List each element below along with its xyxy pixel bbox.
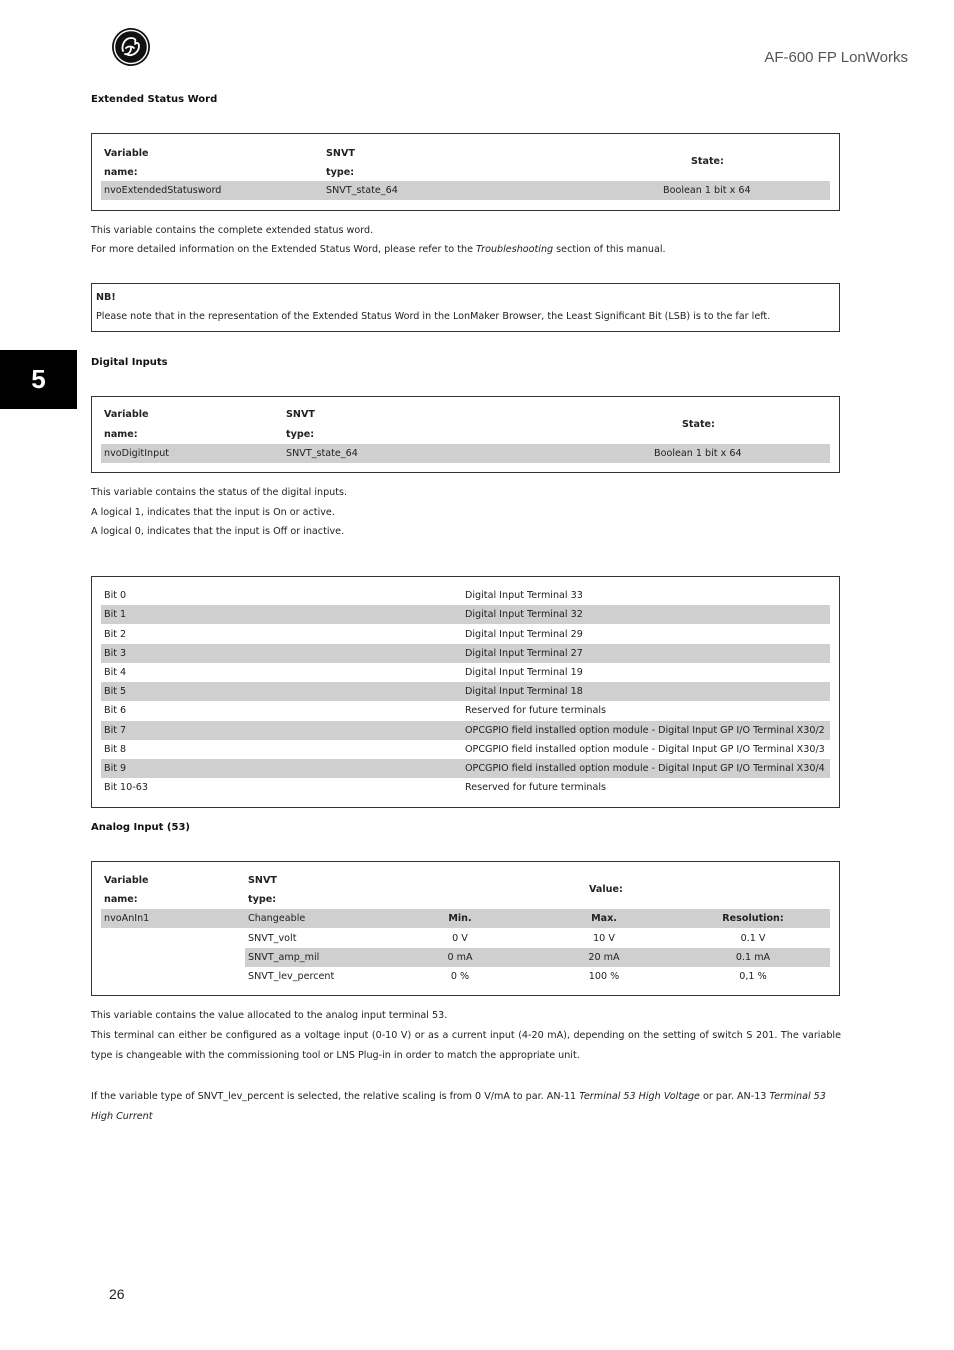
variable-name: nvoAnIn1 (104, 913, 150, 924)
bit-label: Bit 2 (104, 629, 127, 640)
table-row (101, 740, 830, 759)
col-resolution: Resolution: (722, 913, 784, 924)
col-snvt: SNVT (326, 148, 355, 159)
bit-description: OPCGPIO field installed option module - Digital Input GP I/O Terminal X30/4 (465, 763, 825, 774)
min-value: 0 % (450, 971, 470, 982)
col-state: State: (691, 156, 724, 167)
snvt-type: SNVT_state_64 (286, 448, 358, 459)
paragraph: A logical 0, indicates that the input is Off or inactive. (91, 526, 345, 537)
col-max: Max. (591, 913, 617, 924)
snvt-type: SNVT_volt (248, 933, 297, 944)
table-row (101, 778, 830, 797)
col-name: name: (104, 429, 138, 440)
note-title: NB! (96, 292, 116, 303)
bit-label: Bit 0 (104, 590, 127, 601)
paragraph: This variable contains the complete extended status word. (91, 225, 374, 236)
snvt-type: SNVT_lev_percent (248, 971, 335, 982)
bit-label: Bit 9 (104, 763, 127, 774)
col-snvt: SNVT (248, 875, 277, 886)
analog-input-table (91, 861, 840, 996)
bit-label: Bit 3 (104, 648, 127, 659)
resolution-value: 0.1 mA (735, 952, 771, 963)
max-value: 100 % (588, 971, 620, 982)
min-value: 0 mA (447, 952, 473, 963)
col-variable: Variable (104, 875, 149, 886)
variable-name: nvoDigitInput (104, 448, 170, 459)
snvt-type: Changeable (248, 913, 306, 924)
col-type: type: (286, 429, 315, 440)
col-name: name: (104, 894, 138, 905)
min-value: 0 V (452, 933, 468, 944)
resolution-value: 0,1 % (739, 971, 767, 982)
resolution-value: 0.1 V (740, 933, 766, 944)
bit-description: OPCGPIO field installed option module - Digital Input GP I/O Terminal X30/3 (465, 744, 825, 755)
bit-label: Bit 6 (104, 705, 127, 716)
state-value: Boolean 1 bit x 64 (654, 448, 742, 459)
note-box (91, 283, 840, 332)
paragraph: This variable contains the value allocated to the analog input terminal 53. (91, 1010, 448, 1021)
table-row (101, 682, 830, 701)
table-row (101, 605, 830, 624)
page-number: 26 (109, 1286, 125, 1302)
bit-label: Bit 7 (104, 725, 127, 736)
extended-status-table (91, 133, 840, 211)
table-row (101, 909, 830, 928)
bit-description: Reserved for future terminals (465, 782, 607, 793)
document-title: AF-600 FP LonWorks (764, 49, 908, 66)
col-min: Min. (448, 913, 472, 924)
bit-label: Bit 4 (104, 667, 127, 678)
max-value: 20 mA (588, 952, 620, 963)
col-state: State: (682, 419, 715, 430)
bit-description: Digital Input Terminal 32 (465, 609, 583, 620)
table-row (101, 181, 830, 200)
bit-description: Digital Input Terminal 33 (465, 590, 583, 601)
paragraph: This terminal can either be configured as a voltage input (0-10 V) or as a current input (4-20 mA), depending on the setting of switch S 201. The variable type is changeable with the commissioning tool or LNS Plug-in in order to match the appropriate unit. (91, 1030, 841, 1061)
table-row (101, 759, 830, 778)
variable-name: nvoExtendedStatusword (104, 185, 222, 196)
table-row (101, 444, 830, 463)
bit-description: Digital Input Terminal 29 (465, 629, 583, 640)
col-value: Value: (589, 884, 623, 895)
section-heading-analog-input: Analog Input (53) (91, 822, 190, 833)
paragraph: This variable contains the status of the digital inputs. (91, 487, 348, 498)
bit-label: Bit 8 (104, 744, 127, 755)
col-snvt: SNVT (286, 409, 315, 420)
table-row (101, 967, 830, 986)
bit-description: Digital Input Terminal 19 (465, 667, 583, 678)
bit-description: OPCGPIO field installed option module - Digital Input GP I/O Terminal X30/2 (465, 725, 825, 736)
table-row (101, 701, 830, 720)
snvt-type: SNVT_amp_mil (248, 952, 320, 963)
col-name: name: (104, 167, 138, 178)
col-type: type: (326, 167, 355, 178)
max-value: 10 V (593, 933, 615, 944)
bit-description: Reserved for future terminals (465, 705, 607, 716)
col-type: type: (248, 894, 277, 905)
bit-label: Bit 1 (104, 609, 127, 620)
note-text: Please note that in the representation of the Extended Status Word in the LonMaker Browser, the Least Significant Bit (LSB) is to the far left. (96, 311, 771, 322)
paragraph: For more detailed information on the Extended Status Word, please refer to the Troubleshooting section of this manual. (91, 244, 666, 255)
paragraph: A logical 1, indicates that the input is On or active. (91, 507, 335, 518)
bit-description: Digital Input Terminal 18 (465, 686, 583, 697)
bit-label: Bit 10-63 (104, 782, 148, 793)
table-row (101, 625, 830, 644)
bit-table (91, 576, 840, 808)
table-row (101, 644, 830, 663)
bit-label: Bit 5 (104, 686, 127, 697)
digital-inputs-table (91, 396, 840, 473)
snvt-type: SNVT_state_64 (326, 185, 398, 196)
chapter-tab: 5 (0, 350, 77, 409)
section-heading-extended-status: Extended Status Word (91, 94, 218, 105)
paragraph: If the variable type of SNVT_lev_percent is selected, the relative scaling is from 0 V/mA to par. AN-11 Terminal 53 High Voltage or par. AN-13 Terminal 53 High Current (91, 1091, 826, 1122)
state-value: Boolean 1 bit x 64 (663, 185, 751, 196)
ge-logo-icon (111, 27, 151, 67)
table-row (101, 929, 830, 948)
table-row (101, 721, 830, 740)
table-row (101, 586, 830, 605)
table-row (101, 663, 830, 682)
section-heading-digital-inputs: Digital Inputs (91, 357, 168, 368)
col-variable: Variable (104, 148, 149, 159)
table-row (245, 948, 830, 967)
bit-description: Digital Input Terminal 27 (465, 648, 583, 659)
col-variable: Variable (104, 409, 149, 420)
